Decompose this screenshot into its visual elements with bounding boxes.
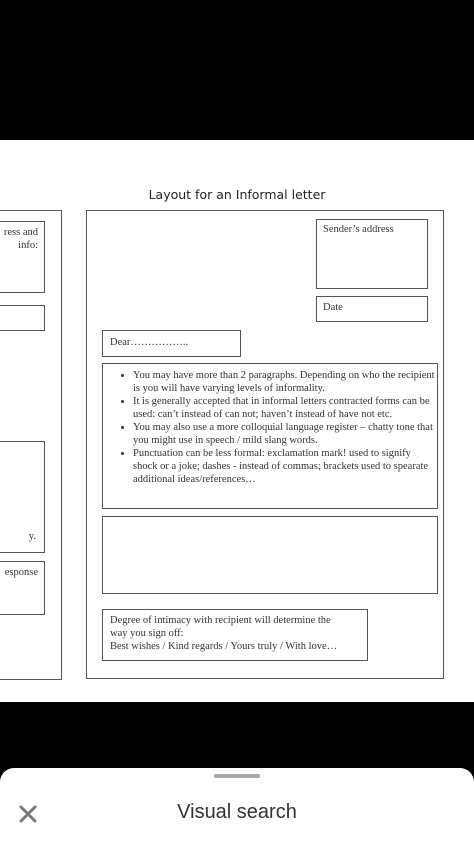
left-panel-text-2: y. bbox=[28, 531, 36, 542]
empty-paragraph-box bbox=[102, 516, 438, 594]
body-notes-box bbox=[102, 363, 438, 509]
left-panel bbox=[0, 210, 62, 680]
note-item: • You may also use a more colloquial language register – chatty tone that you might use in speech / mild slang words. bbox=[133, 421, 437, 447]
left-panel-text-1b: info: bbox=[18, 240, 38, 251]
signoff-text-3: Best wishes / Kind regards / Yours truly / With love… bbox=[110, 641, 338, 652]
signoff-box bbox=[102, 609, 368, 661]
signoff-text-2: way you sign off: bbox=[110, 628, 184, 639]
left-panel-box-2 bbox=[0, 305, 45, 331]
date-label: Date bbox=[323, 302, 343, 313]
note-item: • Punctuation can be less formal: exclamation mark! used to signify shock or a joke; dashes - instead of commas; brackets used to spearate additional ideas/references… bbox=[133, 447, 437, 486]
left-panel-text-1: ress and bbox=[3, 227, 38, 238]
date-box bbox=[316, 296, 428, 322]
left-panel-text-3: esponse bbox=[4, 567, 38, 578]
sender-address-label: Sender’s address bbox=[323, 224, 394, 235]
dear-box bbox=[102, 330, 241, 357]
left-panel-box-4 bbox=[0, 561, 45, 615]
drag-handle[interactable] bbox=[214, 774, 260, 778]
left-panel-box-1 bbox=[0, 221, 45, 293]
left-panel-box-3 bbox=[0, 441, 45, 553]
notes-list bbox=[103, 369, 437, 486]
note-item: • You may have more than 2 paragraphs. Depending on who the recipient is you will have varying levels of informality. bbox=[133, 369, 437, 395]
signoff-text-1: Degree of intimacy with recipient will determine the bbox=[110, 615, 331, 626]
letter-template bbox=[86, 210, 444, 679]
image-title: Layout for an Informal letter bbox=[148, 187, 326, 202]
visual-search-sheet bbox=[0, 768, 474, 842]
sheet-title: Visual search bbox=[177, 801, 297, 823]
letter-layout-image[interactable] bbox=[0, 140, 474, 702]
sender-address-box bbox=[316, 219, 428, 289]
note-item: • It is generally accepted that in informal letters contracted forms can be used: can’t instead of can not; haven’t instead of have not etc. bbox=[133, 395, 437, 421]
dear-label: Dear…………….. bbox=[110, 337, 189, 348]
